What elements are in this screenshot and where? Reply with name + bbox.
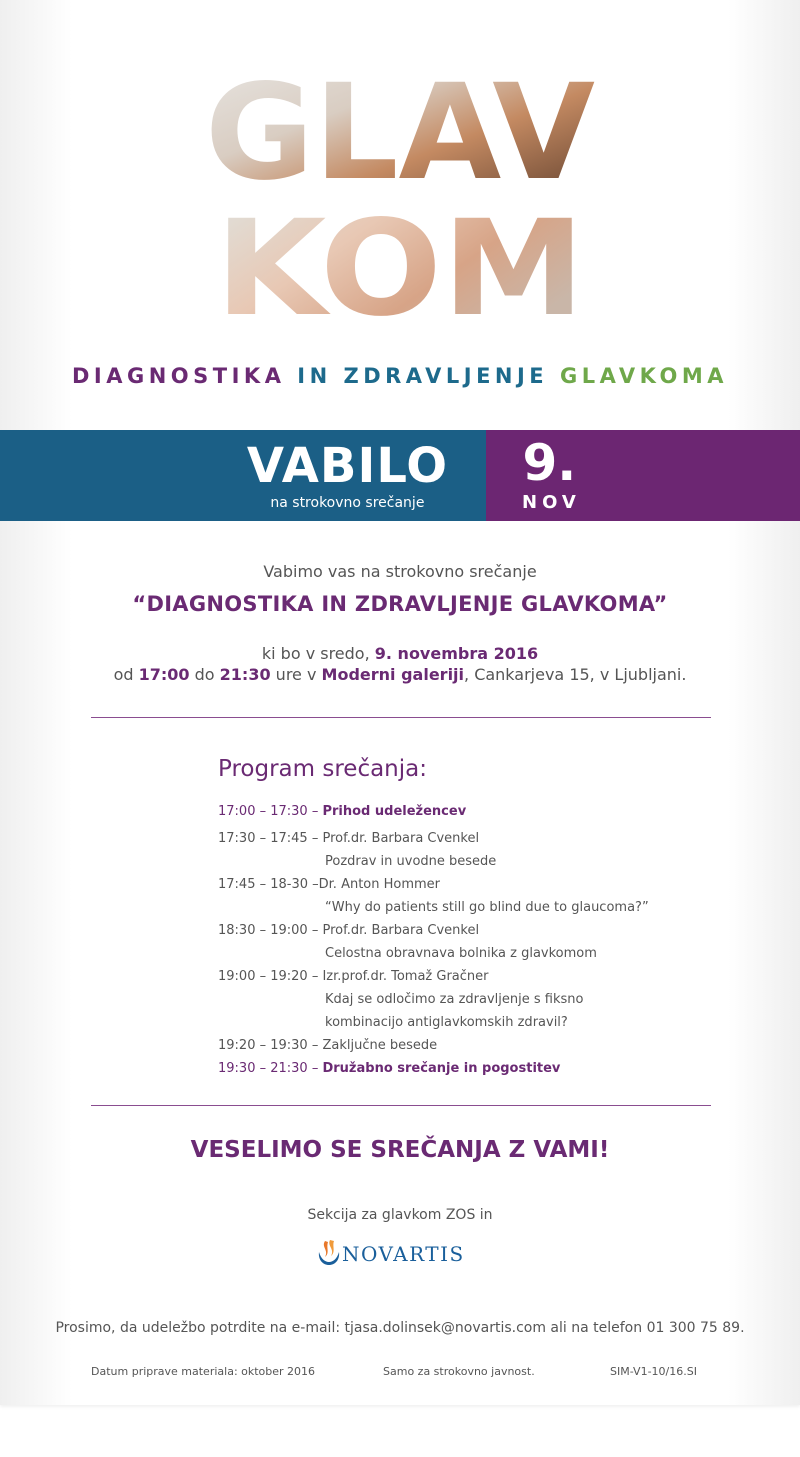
footer-audience: Samo za strokovno javnost. [383,1365,535,1378]
date-prefix: ki bo v sredo, [261,644,375,663]
program-title: Program srečanja: [218,756,427,782]
program-item [218,1061,738,1076]
program-item [218,877,738,892]
banner-day: 9. [522,434,577,492]
program-time: 17:00 – 17:30 – [218,804,323,819]
novartis-flame-icon [316,1238,342,1268]
sponsor-name: NOVARTIS [342,1242,465,1266]
program-text: Zaključne besede [322,1038,438,1053]
program-time: 19:00 – 19:20 – [218,969,323,984]
time-end: 21:30 [219,665,271,684]
program-text: Dr. Anton Hommer [318,877,441,892]
program-item [218,923,738,938]
rsvp-contact: Prosimo, da udeležbo potrdite na e-mail: tjasa.dolinsek@novartis.com ali na telefon 01 300 75 89. [55,1320,745,1336]
program-item [218,831,738,846]
venue-prefix: ure v [270,665,322,684]
program-item [218,969,738,984]
program-time: 17:45 – 18-30 – [218,877,319,892]
closing-message: VESELIMO SE SREČANJA Z VAMI! [190,1137,610,1163]
hero-line-2: KOM [215,192,585,322]
hero-title [200,72,600,322]
subtitle-part-1: DIAGNOSTIKA [72,364,286,388]
program-time: 19:30 – 21:30 – [218,1061,323,1076]
time-prefix: od [113,665,139,684]
subtitle-part-3: GLAVKOMA [559,364,728,388]
banner-date [486,430,800,521]
footer-code: SIM-V1-10/16.SI [610,1365,697,1378]
subtitle-part-2: IN ZDRAVLJENJE [297,364,549,388]
program-detail: kombinacijo antiglavkomskih zdravil? [325,1015,568,1030]
program-item [218,1038,738,1053]
time-mid: do [189,665,220,684]
hero-letters [200,72,600,322]
program-time: 17:30 – 17:45 – [218,831,323,846]
organizer-text: Sekcija za glavkom ZOS in [307,1207,493,1223]
banner-month: NOV [522,492,581,513]
divider-bottom [91,1105,711,1106]
venue-address: , Cankarjeva 15, v Ljubljani. [464,665,687,684]
program-text: Družabno srečanje in pogostitev [322,1061,561,1076]
event-date-line [0,644,800,663]
program-detail: Pozdrav in uvodne besede [325,854,497,869]
divider-top [91,717,711,718]
program-text: Prof.dr. Barbara Cvenkel [322,831,480,846]
banner-invitation [0,430,486,521]
banner-title: VABILO [246,438,448,494]
program-text: Prof.dr. Barbara Cvenkel [322,923,480,938]
banner-subtitle: na strokovno srečanje [270,495,425,511]
program-time: 18:30 – 19:00 – [218,923,323,938]
subtitle [0,364,800,388]
novartis-logo [316,1238,496,1268]
program-item [218,804,738,819]
intro-line: Vabimo vas na strokovno srečanje [263,562,537,581]
time-start: 17:00 [138,665,190,684]
program-time: 19:20 – 19:30 – [218,1038,323,1053]
program-text: Izr.prof.dr. Tomaž Gračner [322,969,489,984]
program-detail: Celostna obravnava bolnika z glavkomom [325,946,597,961]
hero-line-1: GLAV [205,72,595,210]
event-title: “DIAGNOSTIKA IN ZDRAVLJENJE GLAVKOMA” [132,592,668,616]
program-detail: “Why do patients still go blind due to glaucoma?” [325,900,649,915]
program-text: Prihod udeležencev [322,804,467,819]
event-date: 9. novembra 2016 [374,644,539,663]
venue-name: Moderni galeriji [321,665,465,684]
program-detail: Kdaj se odločimo za zdravljenje s fiksno [325,992,584,1007]
footer-date: Datum priprave materiala: oktober 2016 [91,1365,316,1378]
event-time-line [0,665,800,684]
